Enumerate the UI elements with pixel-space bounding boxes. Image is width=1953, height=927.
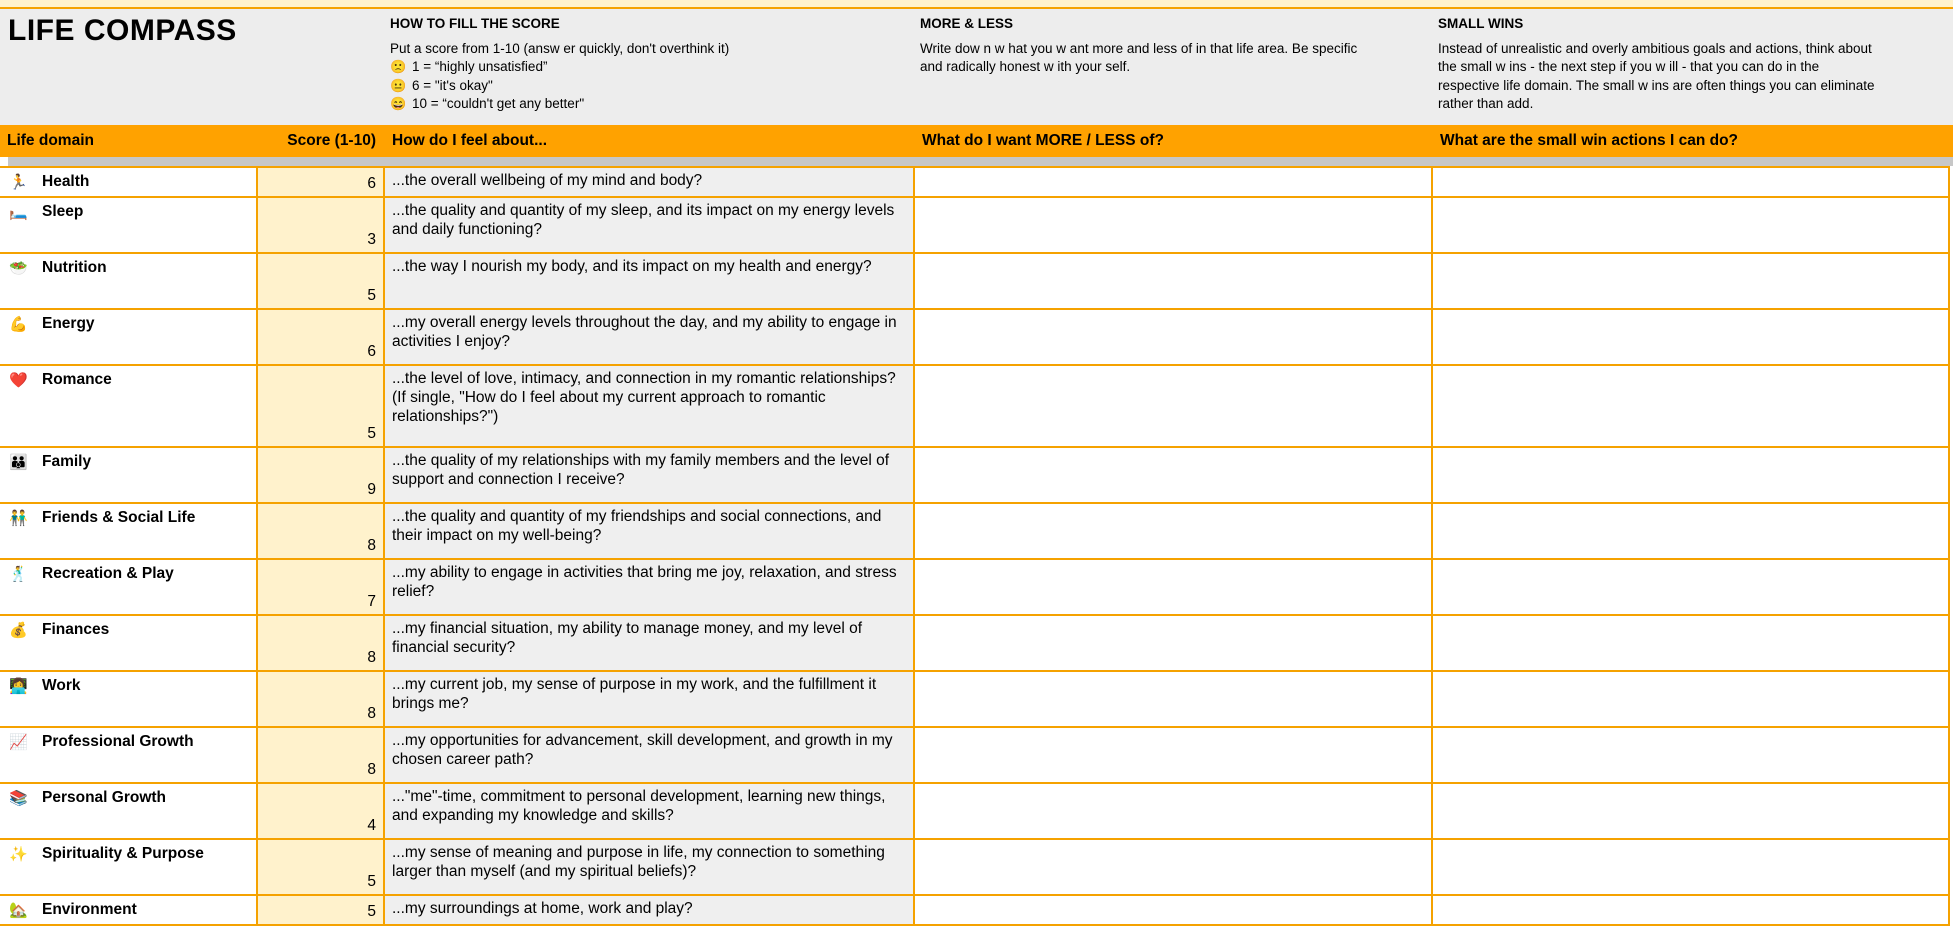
feel-question-cell[interactable]	[385, 840, 915, 896]
heart-icon: ❤️	[9, 372, 28, 389]
more-less-input-cell[interactable]	[915, 448, 1433, 504]
feel-question-cell[interactable]	[385, 672, 915, 728]
domain-cell[interactable]	[0, 168, 258, 198]
runner-icon: 🏃	[9, 174, 28, 191]
table-row	[0, 366, 1950, 448]
small-wins-instructions	[1438, 15, 1878, 114]
more-less-instructions	[920, 15, 1365, 77]
more-less-input-cell[interactable]	[915, 840, 1433, 896]
small-wins-instructions-body: Instead of unrealistic and overly ambitious goals and actions, think about the small w ins - the next step if you w ill - that you can do in the respective life domain. The small w ins are often things you can eliminate rather than add.	[1438, 40, 1875, 111]
score-instructions-title: HOW TO FILL THE SCORE	[390, 16, 560, 31]
domain-cell[interactable]	[0, 672, 258, 728]
table-header-row	[0, 125, 1953, 157]
domain-cell[interactable]	[0, 254, 258, 310]
domain-label: Finances	[42, 621, 110, 638]
score-level-10-text: 10 = “couldn't get any better"	[412, 96, 585, 111]
neutral-face-icon: 😐	[390, 77, 407, 93]
header-score: Score (1-10)	[287, 132, 376, 149]
domain-cell[interactable]	[0, 616, 258, 672]
table-row	[0, 672, 1950, 728]
table-row	[0, 784, 1950, 840]
domain-cell[interactable]	[0, 366, 258, 448]
table-row	[0, 198, 1950, 254]
house-garden-icon: 🏡	[9, 902, 28, 919]
table-row	[0, 896, 1950, 926]
score-cell[interactable]	[258, 168, 385, 198]
feel-question-cell[interactable]	[385, 168, 915, 198]
feel-question-text: ...the way I nourish my body, and its impact on my health and energy?	[392, 258, 872, 275]
books-icon: 📚	[9, 790, 28, 807]
score-cell[interactable]	[258, 784, 385, 840]
more-less-instructions-title: MORE & LESS	[920, 16, 1014, 31]
score-cell[interactable]	[258, 366, 385, 448]
score-value: 8	[367, 761, 376, 778]
feel-question-cell[interactable]	[385, 504, 915, 560]
domain-cell[interactable]	[0, 896, 258, 926]
score-value: 4	[367, 817, 376, 834]
header-life-domain: Life domain	[7, 132, 94, 149]
table-row	[0, 728, 1950, 784]
score-cell[interactable]	[258, 728, 385, 784]
feel-question-cell[interactable]	[385, 728, 915, 784]
small-wins-input-cell[interactable]	[1433, 310, 1950, 366]
more-less-input-cell[interactable]	[915, 198, 1433, 254]
score-value: 8	[367, 537, 376, 554]
score-value: 5	[367, 903, 376, 920]
sad-face-icon: 🙁	[390, 59, 407, 74]
header-small-wins: What are the small win actions I can do?	[1440, 132, 1739, 149]
domain-label: Recreation & Play	[42, 565, 174, 582]
domain-label: Family	[42, 453, 92, 470]
small-wins-input-cell[interactable]	[1433, 784, 1950, 840]
small-wins-input-cell[interactable]	[1433, 728, 1950, 784]
small-wins-input-cell[interactable]	[1433, 672, 1950, 728]
life-domain-table	[0, 166, 1950, 926]
feel-question-cell[interactable]	[385, 198, 915, 254]
domain-label: Nutrition	[42, 259, 107, 276]
domain-label: Friends & Social Life	[42, 509, 196, 526]
score-value: 5	[367, 425, 376, 442]
domain-label: Energy	[42, 315, 95, 332]
more-less-input-cell[interactable]	[915, 728, 1433, 784]
score-cell[interactable]	[258, 616, 385, 672]
score-cell[interactable]	[258, 254, 385, 310]
table-row	[0, 616, 1950, 672]
score-value: 7	[367, 593, 376, 610]
score-value: 6	[367, 343, 376, 360]
family-icon: 👪	[9, 454, 28, 471]
more-less-input-cell[interactable]	[915, 310, 1433, 366]
feel-question-text: ...the overall wellbeing of my mind and body?	[392, 172, 703, 189]
table-row	[0, 254, 1950, 310]
small-wins-input-cell[interactable]	[1433, 896, 1950, 926]
feel-question-cell[interactable]	[385, 310, 915, 366]
page-title: LIFE COMPASS	[8, 14, 237, 47]
small-wins-input-cell[interactable]	[1433, 448, 1950, 504]
score-value: 5	[367, 873, 376, 890]
feel-question-cell[interactable]	[385, 784, 915, 840]
score-cell[interactable]	[258, 896, 385, 926]
score-cell[interactable]	[258, 310, 385, 366]
feel-question-cell[interactable]	[385, 896, 915, 926]
feel-question-text: ...my surroundings at home, work and play?	[392, 900, 693, 917]
money-bag-icon: 💰	[9, 622, 28, 639]
sparkles-icon: ✨	[9, 846, 28, 863]
score-value: 3	[367, 231, 376, 248]
bed-icon: 🛏️	[9, 204, 28, 221]
table-row	[0, 168, 1950, 198]
salad-icon: 🥗	[9, 260, 28, 277]
feel-question-cell[interactable]	[385, 616, 915, 672]
domain-label: Professional Growth	[42, 733, 194, 750]
chart-increasing-icon: 📈	[9, 734, 28, 751]
score-level-6-text: 6 = "it's okay"	[412, 77, 493, 93]
more-less-instructions-body: Write dow n w hat you w ant more and less of in that life area. Be specific and radically honest w ith your self.	[920, 40, 1358, 74]
more-less-input-cell[interactable]	[915, 254, 1433, 310]
domain-cell[interactable]	[0, 728, 258, 784]
domain-label: Work	[42, 677, 81, 694]
domain-cell[interactable]	[0, 310, 258, 366]
more-less-input-cell[interactable]	[915, 616, 1433, 672]
domain-cell[interactable]	[0, 448, 258, 504]
header-feel: How do I feel about...	[392, 132, 547, 149]
small-wins-input-cell[interactable]	[1433, 560, 1950, 616]
small-wins-input-cell[interactable]	[1433, 198, 1950, 254]
table-row	[0, 448, 1950, 504]
flexed-biceps-icon: 💪	[9, 316, 28, 333]
header-more-less: What do I want MORE / LESS of?	[922, 132, 1164, 149]
top-instruction-band	[0, 9, 1953, 125]
score-cell[interactable]	[258, 560, 385, 616]
person-laptop-icon: 👩‍💻	[9, 678, 28, 695]
domain-label: Romance	[42, 371, 112, 388]
feel-question-text: ...my overall energy levels throughout the day, and my ability to engage in activities I enjoy?	[392, 314, 897, 350]
score-level-10	[390, 95, 910, 114]
happy-face-icon: 😄	[390, 96, 407, 111]
feel-question-text: ...my sense of meaning and purpose in life, my connection to something larger than myself (and my spiritual beliefs)?	[392, 844, 885, 880]
feel-question-text: ...my current job, my sense of purpose in my work, and the fulfillment it brings me?	[392, 676, 877, 712]
small-wins-input-cell[interactable]	[1433, 616, 1950, 672]
top-cream-strip	[0, 0, 1953, 7]
score-cell[interactable]	[258, 448, 385, 504]
feel-question-text: ..."me"-time, commitment to personal development, learning new things, and expanding my knowledge and skills?	[392, 788, 886, 824]
domain-label: Personal Growth	[42, 789, 167, 806]
score-cell[interactable]	[258, 198, 385, 254]
more-less-input-cell[interactable]	[915, 168, 1433, 198]
score-value: 6	[367, 175, 376, 192]
domain-label: Sleep	[42, 203, 84, 220]
header-drop-shadow	[8, 157, 1953, 166]
two-friends-icon: 👬	[9, 510, 28, 527]
feel-question-text: ...the level of love, intimacy, and connection in my romantic relationships? (If single, "How do I feel about my current approach to romantic relationships?")	[392, 370, 896, 425]
domain-label: Environment	[42, 901, 137, 918]
more-less-input-cell[interactable]	[915, 504, 1433, 560]
more-less-input-cell[interactable]	[915, 784, 1433, 840]
table-row	[0, 560, 1950, 616]
feel-question-cell[interactable]	[385, 560, 915, 616]
table-row	[0, 310, 1950, 366]
score-instructions	[390, 15, 910, 114]
score-value: 8	[367, 705, 376, 722]
domain-label: Health	[42, 173, 90, 190]
score-level-1	[390, 58, 910, 77]
score-value: 8	[367, 649, 376, 666]
table-row	[0, 504, 1950, 560]
score-cell[interactable]	[258, 840, 385, 896]
domain-cell[interactable]	[0, 198, 258, 254]
small-wins-input-cell[interactable]	[1433, 366, 1950, 448]
score-cell[interactable]	[258, 672, 385, 728]
domain-label: Spirituality & Purpose	[42, 845, 204, 862]
feel-question-text: ...my ability to engage in activities that bring me joy, relaxation, and stress relief?	[392, 564, 897, 600]
score-level-1-text: 1 = “highly unsatisfied”	[412, 59, 548, 74]
feel-question-text: ...my opportunities for advancement, skill development, and growth in my chosen career path?	[392, 732, 893, 768]
more-less-input-cell[interactable]	[915, 366, 1433, 448]
score-instructions-intro: Put a score from 1-10 (answ er quickly, don't overthink it)	[390, 40, 730, 56]
feel-question-text: ...my financial situation, my ability to manage money, and my level of financial security?	[392, 620, 863, 656]
more-less-input-cell[interactable]	[915, 896, 1433, 926]
feel-question-text: ...the quality and quantity of my sleep, and its impact on my energy levels and daily functioning?	[392, 202, 895, 238]
domain-cell[interactable]	[0, 840, 258, 896]
feel-question-cell[interactable]	[385, 366, 915, 448]
domain-cell[interactable]	[0, 784, 258, 840]
dancer-icon: 🕺	[9, 566, 28, 583]
feel-question-cell[interactable]	[385, 254, 915, 310]
small-wins-instructions-title: SMALL WINS	[1438, 16, 1524, 31]
domain-cell[interactable]	[0, 504, 258, 560]
score-level-6	[390, 77, 910, 96]
domain-cell[interactable]	[0, 560, 258, 616]
score-value: 5	[367, 287, 376, 304]
feel-question-text: ...the quality of my relationships with my family members and the level of support and connection I receive?	[392, 452, 890, 488]
small-wins-input-cell[interactable]	[1433, 168, 1950, 198]
table-row	[0, 840, 1950, 896]
more-less-input-cell[interactable]	[915, 560, 1433, 616]
score-cell[interactable]	[258, 504, 385, 560]
more-less-input-cell[interactable]	[915, 672, 1433, 728]
small-wins-input-cell[interactable]	[1433, 504, 1950, 560]
score-value: 9	[367, 481, 376, 498]
feel-question-cell[interactable]	[385, 448, 915, 504]
small-wins-input-cell[interactable]	[1433, 840, 1950, 896]
feel-question-text: ...the quality and quantity of my friendships and social connections, and their impact on my well-being?	[392, 508, 882, 544]
small-wins-input-cell[interactable]	[1433, 254, 1950, 310]
